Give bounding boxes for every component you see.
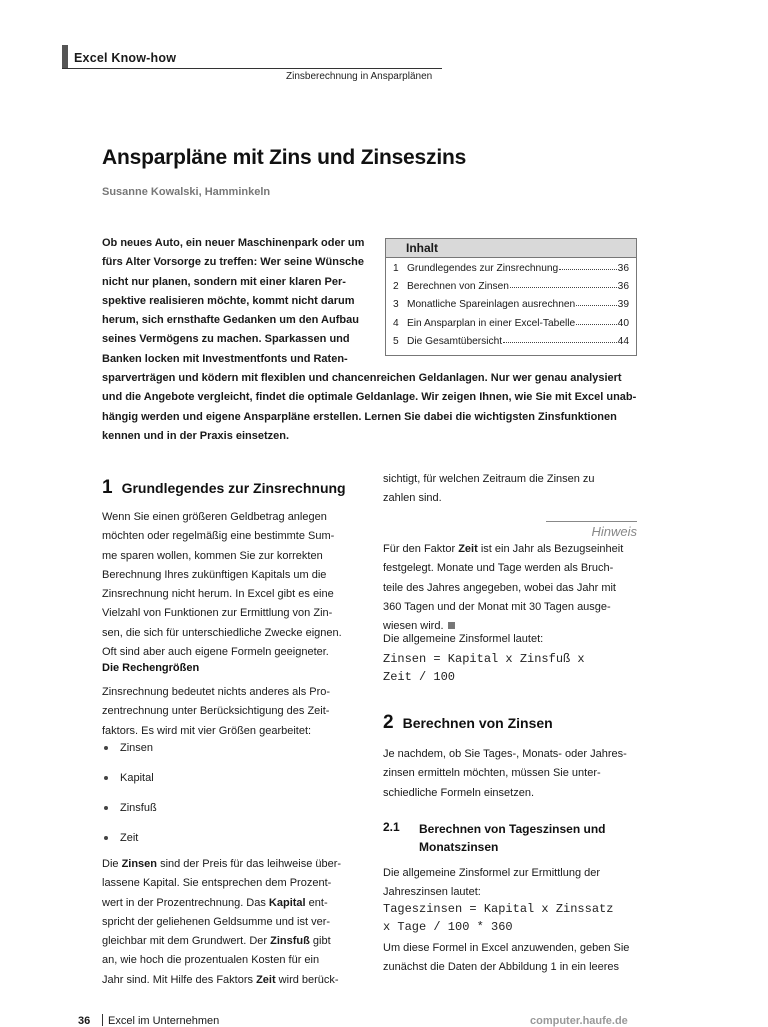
rechengroessen-paragraph [102, 683, 356, 741]
toc-item[interactable] [393, 336, 629, 347]
text-line: Zinsrechnung bedeutet nichts anderes als Pro- [102, 686, 331, 698]
toc-item-label: Berechnen von Zinsen [407, 281, 509, 292]
text-line: zahlen sind. [383, 492, 442, 505]
text-line: 360 Tagen und der Monat mit 30 Tagen ausge- [383, 600, 611, 613]
toc-item-number: 3 [393, 299, 399, 310]
text-line: zunächst die Daten der Abbildung 1 in ein leeres [383, 961, 620, 974]
formula-line: Tageszinsen = Kapital x Zinssatz [383, 902, 614, 916]
text-line: lassene Kapital. Sie entsprechen dem Prozent- [102, 877, 332, 890]
text-line: zinsen ermitteln möchten, müssen Sie unter- [383, 767, 601, 780]
section-2-1-heading [383, 820, 605, 856]
text-line: Für den Faktor Zeit ist ein Jahr als Bezugseinheit [383, 543, 624, 555]
section-2-1-paragraph [383, 864, 637, 903]
toc-item[interactable] [393, 281, 629, 292]
header-subtitle: Zinsberechnung in Ansparplänen [286, 71, 433, 82]
section-number: 1 [102, 477, 113, 498]
text-line: faktors. Es wird mit vier Größen gearbeitet: [102, 724, 312, 737]
intro-line: und die Angebote vergleicht, findet die optimale Geldanlage. Wir zeigen Ihnen, wie Sie mit Excel unab- [102, 391, 637, 404]
text-line: Die allgemeine Zinsformel zur Ermittlung der [383, 867, 601, 879]
toc-item-number: 5 [393, 336, 399, 347]
text-line: Vielzahl von Funktionen zur Ermittlung von Zin- [102, 607, 333, 620]
toc-item[interactable] [393, 318, 629, 329]
bullet-icon [104, 836, 108, 840]
text-line: Zinsrechnung nicht herum. In Excel gibt es eine [102, 588, 334, 601]
formula-block [383, 900, 613, 936]
text-line: Je nachdem, ob Sie Tages-, Monats- oder Jahres- [383, 748, 627, 760]
section-title: Berechnen von Zinsen [402, 715, 553, 731]
intro-line: nicht nur planen, sondern mit einer klaren Per- [102, 275, 346, 288]
toc-item-label: Grundlegendes zur Zinsrechnung [407, 263, 559, 274]
text-line: Um diese Formel in Excel anzuwenden, geben Sie [383, 942, 630, 954]
toc-leader-dots [576, 299, 616, 306]
list-item-label: Zinsfuß [120, 802, 157, 814]
article-title: Ansparpläne mit Zins und Zinseszins [102, 146, 467, 169]
list-item-label: Kapital [120, 772, 154, 784]
toc-item-page: 40 [617, 318, 629, 329]
table-of-contents [385, 238, 637, 356]
header-bar [62, 45, 68, 69]
formula-block [383, 650, 585, 686]
toc-item-page: 39 [617, 299, 629, 310]
section-number: 2.1 [383, 820, 400, 834]
section-1-paragraph [102, 508, 356, 662]
text-line: wert in der Prozentrechnung. Das Kapital ent- [102, 896, 328, 909]
text-line: Die Zinsen sind der Preis für das leihweise über- [102, 858, 342, 870]
formula-line: x Tage / 100 * 360 [383, 920, 513, 934]
toc-item-page: 36 [617, 281, 629, 292]
toc-item-page: 36 [617, 263, 629, 274]
list-item [104, 772, 154, 784]
toc-item[interactable] [393, 263, 629, 274]
intro-line: seines Vermögens zu machen. Sparkassen und [102, 333, 350, 346]
intro-line: hängig werden und eigene Ansparpläne erstellen. Lernen Sie dabei die wichtigsten Zinsfunktionen [102, 410, 617, 423]
formula-intro: Die allgemeine Zinsformel lautet: [383, 633, 544, 645]
text-line: Berechnung Ihres zukünftigen Kapitals um die [102, 568, 327, 581]
toc-item-number: 2 [393, 281, 399, 292]
text-line: Jahreszinsen lautet: [383, 886, 481, 899]
list-item [104, 742, 153, 754]
text-line: Wenn Sie einen größeren Geldbetrag anlegen [102, 511, 327, 523]
footer-publication: Excel im Unternehmen [108, 1015, 220, 1027]
toc-leader-dots [503, 336, 617, 343]
bullet-icon [104, 746, 108, 750]
header-rule [62, 68, 442, 69]
text-line: spricht der geliehenen Geldsumme und ist ver- [102, 915, 331, 928]
intro-paragraph-bottom [102, 369, 637, 446]
text-line: möchten oder regelmäßig eine bestimmte Sum- [102, 530, 335, 543]
section-1-heading [102, 477, 346, 499]
toc-leader-dots [559, 263, 616, 270]
text-line: festgelegt. Monate und Tage werden als Bruch- [383, 562, 614, 575]
hinweis-note [383, 540, 637, 636]
intro-line: spektive realisieren möchte, kommt nicht darum [102, 294, 355, 307]
text-line: schiedliche Formeln einsetzen. [383, 786, 535, 799]
list-item-label: Zinsen [120, 742, 154, 754]
intro-line: fürs Alter Vorsorge zu treffen: Wer seine Wünsche [102, 256, 365, 269]
article-author: Susanne Kowalski, Hamminkeln [102, 186, 271, 198]
toc-leader-dots [510, 281, 617, 288]
toc-item[interactable] [393, 299, 629, 310]
text-line: wiesen wird. [383, 617, 637, 636]
text-line: sen, die sich für unterschiedliche Zwecke eignen. [102, 626, 342, 639]
toc-item-label: Ein Ansparplan in einer Excel-Tabelle [407, 318, 576, 329]
footer-divider [102, 1014, 103, 1026]
text-line: gleichbar mit dem Grundwert. Der Zinsfuß gibt [102, 935, 331, 948]
section-title: Berechnen von Tageszinsen und Monatszinsen [419, 822, 606, 854]
section-2-heading [383, 712, 553, 734]
text-line: Oft sind aber auch eigene Formeln geeigneter. [102, 646, 329, 659]
section-title: Grundlegendes zur Zinsrechnung [121, 480, 346, 496]
toc-item-label: Die Gesamtübersicht [407, 336, 503, 347]
intro-line: herum, sich ernsthafte Gedanken um den Aufbau [102, 314, 359, 327]
section-number: 2 [383, 712, 394, 733]
excel-paragraph [383, 939, 637, 978]
text-line: me sparen wollen, kommen Sie zur korrekten [102, 549, 323, 562]
list-item-label: Zeit [120, 832, 139, 844]
bullet-icon [104, 806, 108, 810]
list-item [104, 802, 157, 814]
text-line: sichtigt, für welchen Zeitraum die Zinsen zu [383, 473, 595, 485]
toc-item-number: 4 [393, 318, 399, 329]
toc-heading: Inhalt [386, 239, 636, 258]
footer-website: computer.haufe.de [530, 1015, 628, 1027]
hinweis-label: Hinweis [546, 521, 637, 539]
text-line: zentrechnung unter Berücksichtigung des Zeit- [102, 705, 330, 718]
intro-line: Banken locken mit Investmentfonts und Raten- [102, 352, 348, 365]
subheading-rechengroessen: Die Rechengrößen [102, 662, 200, 674]
text-line: teile des Jahres angegeben, wobei das Jahr mit [383, 581, 616, 594]
toc-leader-dots [576, 318, 616, 325]
header-title: Excel Know-how [74, 51, 177, 65]
section-2-paragraph [383, 745, 637, 803]
intro-line: Ob neues Auto, ein neuer Maschinenpark oder um [102, 237, 365, 249]
text-line: an, wie hoch die prozentualen Kosten für ein [102, 954, 320, 967]
toc-item-label: Monatliche Spareinlagen ausrechnen [407, 299, 576, 310]
page-number: 36 [78, 1015, 91, 1027]
formula-line: Zinsen = Kapital x Zinsfuß x [383, 652, 585, 666]
continuation-paragraph [383, 470, 637, 509]
toc-item-number: 1 [393, 263, 399, 274]
definitions-paragraph [102, 855, 356, 990]
list-item [104, 832, 138, 844]
text-line: Jahr sind. Mit Hilfe des Faktors Zeit wird berück- [102, 973, 339, 986]
intro-paragraph-top [102, 234, 366, 369]
bullet-icon [104, 776, 108, 780]
end-mark-icon [448, 622, 455, 629]
intro-line: sparverträgen und ködern mit flexiblen und chancenreichen Geldanlagen. Nur wer genau analysiert [102, 372, 622, 384]
toc-item-page: 44 [617, 336, 629, 347]
intro-line: kennen und in der Praxis einsetzen. [102, 429, 290, 442]
formula-line: Zeit / 100 [383, 670, 456, 684]
